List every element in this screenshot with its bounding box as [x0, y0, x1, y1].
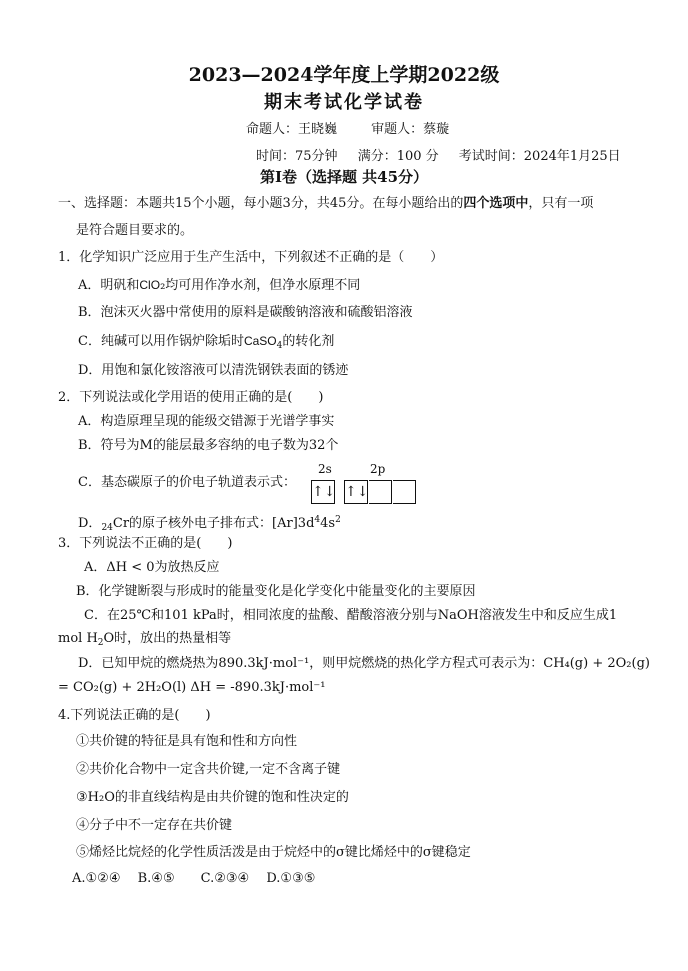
q1-stem: 1．化学知识广泛应用于生产生活中，下列叙述不正确的是（ ）	[58, 250, 444, 265]
q3-stem: 3．下列说法不正确的是( )	[58, 536, 233, 551]
section-instruction-line2: 是符合题目要求的。	[76, 223, 194, 238]
orbital-box-2s: ↑↓	[311, 480, 335, 504]
q2-d-4s: 4s	[320, 516, 336, 531]
q3-c-text-end: O时，放出的热量相等	[103, 631, 232, 646]
instruction-emphasis: 四个选项中	[463, 196, 529, 211]
exam-duration: 时间：75分钟	[256, 149, 338, 164]
q4-statement-1: ①共价键的特征是具有饱和性和方向性	[76, 734, 298, 749]
author-label: 命题人：王晓巍	[246, 122, 338, 137]
q3-c-subscript: 2	[97, 638, 104, 648]
q3-option-b: B．化学键断裂与形成时的能量变化是化学变化中能量变化的主要原因	[76, 584, 476, 599]
q2-stem: 2．下列说法或化学用语的使用正确的是( )	[58, 390, 324, 405]
instruction-text-end: ，只有一项	[528, 196, 594, 211]
section-instruction-line1	[58, 195, 593, 213]
reviewer-label: 审题人：蔡璇	[371, 122, 450, 137]
q4-statement-4: ④分子中不一定存在共价键	[76, 818, 233, 833]
q2-d-sup1: 4	[314, 515, 321, 525]
q2-option-c: C．基态碳原子的价电子轨道表示式：	[78, 475, 296, 490]
q1-c-formula: CaSO	[243, 334, 277, 348]
orbital-label-2s: 2s	[318, 462, 332, 476]
q1-a-text-end: 均可用作净水剂，但净水原理不同	[165, 278, 361, 293]
orbital-box-2p-1: ↑↓	[344, 480, 368, 504]
q3-option-c-line2	[58, 630, 231, 652]
q1-a-formula: ClO	[139, 278, 161, 292]
exam-meta-line	[256, 145, 637, 164]
exam-date: 考试时间：2024年1月25日	[458, 149, 621, 164]
q4-statement-3: ③H₂O的非直线结构是由共价键的饱和性决定的	[76, 790, 349, 805]
exam-title-line2: 期末考试化学试卷	[264, 92, 424, 113]
q2-d-label: D．	[78, 516, 102, 531]
q1-option-b: B．泡沫灭火器中常使用的原料是碳酸钠溶液和硫酸铝溶液	[78, 305, 413, 320]
orbital-box-2p-3	[393, 480, 416, 504]
q2-d-atomic-number: 24	[101, 523, 113, 533]
q2-d-sup2: 2	[335, 515, 341, 525]
q1-option-c	[78, 332, 334, 355]
instruction-text: 一、选择题：本题共15个小题，每小题3分，共45分。在每小题给出的	[58, 196, 464, 211]
q4-stem: 4.下列说法正确的是( )	[58, 708, 211, 723]
authors-line	[246, 118, 479, 137]
q2-d-text: Cr的原子核外电子排布式：[Ar]3d	[112, 516, 315, 531]
q2-option-a: A．构造原理呈现的能级交错源于光谱学事实	[78, 414, 335, 429]
orbital-label-2p: 2p	[370, 462, 386, 476]
orbital-box-2p-2	[369, 480, 392, 504]
q4-statement-2: ②共价化合物中一定含共价键,一定不含离子键	[76, 762, 341, 777]
q3-option-d-line1: D．已知甲烷的燃烧热为890.3kJ·mol⁻¹，则甲烷燃烧的热化学方程式可表示为：CH₄(g) + 2O₂(g)	[78, 656, 650, 671]
q1-option-a	[78, 276, 360, 295]
q3-c-mol-h: mol H	[58, 631, 98, 646]
q2-option-d	[78, 511, 341, 537]
q3-option-a: A．ΔH < 0为放热反应	[84, 560, 220, 575]
q3-option-c-line1: C．在25℃和101 kPa时，相同浓度的盐酸、醋酸溶液分别与NaOH溶液发生中和反应生成1	[84, 608, 618, 623]
q4-statement-5: ⑤烯烃比烷烃的化学性质活泼是由于烷烃中的σ键比烯烃中的σ键稳定	[76, 845, 471, 860]
q1-c-text: C．纯碱可以用作锅炉除垢时	[78, 334, 244, 349]
section-title: 第Ⅰ卷（选择题 共45分）	[259, 168, 429, 186]
q1-a-text: A．明矾和	[78, 278, 140, 293]
q1-c-subscript: 4	[276, 341, 283, 351]
exam-title-line1: 2023—2024学年度上学期2022级	[188, 64, 500, 86]
q4-options: A.①②④ B.④⑤ C.②③④ D.①③⑤	[72, 871, 316, 886]
q3-option-d-line2: = CO₂(g) + 2H₂O(l) ΔH = -890.3kJ·mol⁻¹	[58, 680, 326, 695]
q2-option-b: B．符号为M的能层最多容纳的电子数为32个	[78, 438, 339, 453]
q1-option-d: D．用饱和氯化铵溶液可以清洗钢铁表面的锈迹	[78, 363, 349, 378]
q1-a-subscript: ₂	[160, 278, 166, 293]
q1-c-text-end: 的转化剂	[282, 334, 335, 349]
exam-full-score: 满分：100 分	[357, 149, 439, 164]
